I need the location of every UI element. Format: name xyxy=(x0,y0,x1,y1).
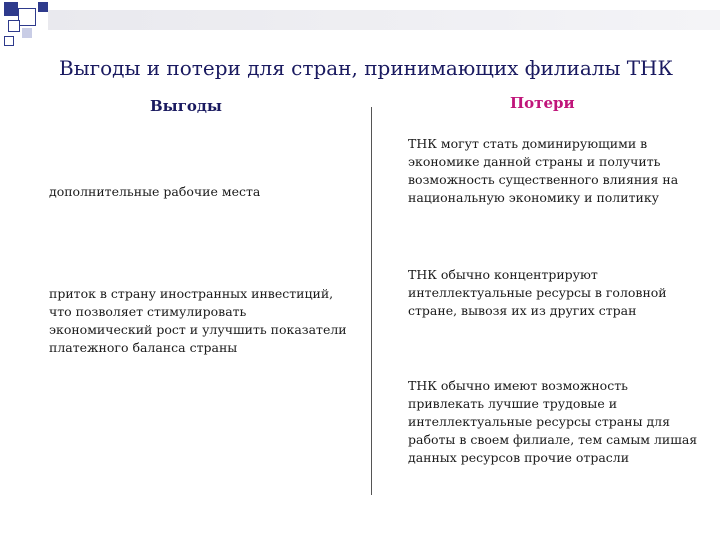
gain-item: приток в страну иностранных инвестиций, что позволяет стимулировать экономический рост и улучшить показатели платежного баланса страны xyxy=(49,286,347,355)
loss-item: ТНК могут стать доминирующими в экономике данной страны и получить возможность существенного влияния на национальную экономику и политику xyxy=(408,136,679,205)
loss-item: ТНК обычно имеют возможность привлекать лучшие трудовые и интеллектуальные ресурсы страны для работы в своем филиале, тем самым лишая данных ресурсов прочие отрасли xyxy=(408,378,698,465)
decor-square xyxy=(18,8,36,26)
decor-square xyxy=(22,28,32,38)
decor-square xyxy=(4,2,18,16)
column-divider xyxy=(371,107,372,495)
slide-title: Выгоды и потери для стран, принимающих филиалы ТНК xyxy=(59,56,673,80)
decor-square xyxy=(4,36,14,46)
gains-heading: Выгоды xyxy=(150,97,222,115)
decor-square xyxy=(38,2,48,12)
top-gradient-bar xyxy=(48,10,720,30)
loss-item: ТНК обычно концентрируют интеллектуальные ресурсы в головной стране, вывозя их из других стран xyxy=(408,267,667,318)
gain-item: дополнительные рабочие места xyxy=(49,184,261,199)
losses-heading: Потери xyxy=(510,94,575,112)
decor-square xyxy=(8,20,20,32)
